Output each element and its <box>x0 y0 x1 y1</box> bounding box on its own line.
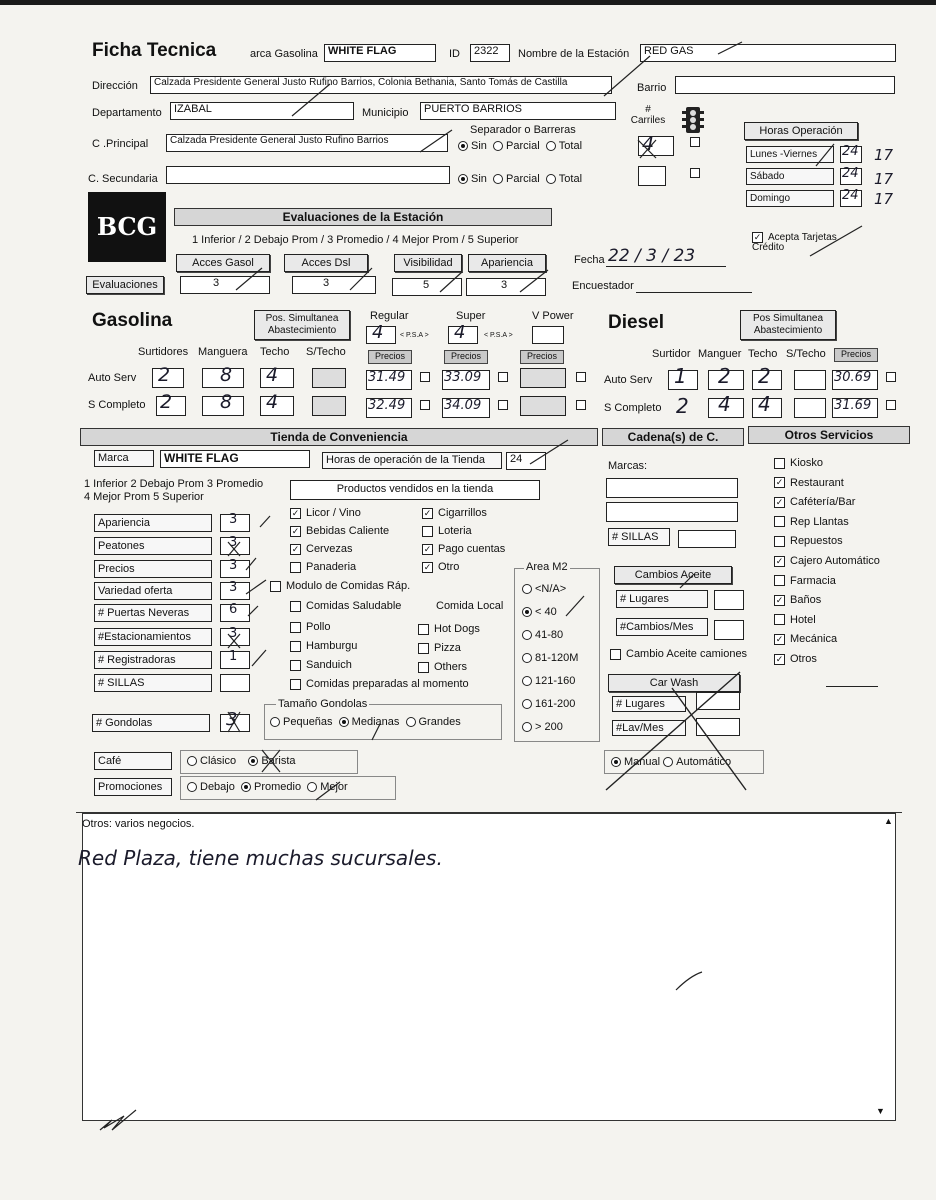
gas-precios-super-header: Precios <box>444 350 488 364</box>
eval-acces-gasol-field[interactable]: 3 <box>180 276 270 294</box>
metric-value: 3 <box>229 512 238 527</box>
evaluaciones-button[interactable]: Evaluaciones <box>86 276 164 294</box>
horas-sabado-note: 17 <box>874 170 894 188</box>
area-option-label: 161-200 <box>535 698 576 710</box>
promo-promedio-label: Promedio <box>253 781 302 793</box>
separador-label: Separador o Barreras <box>470 124 576 136</box>
tamano-pequenas-label: Pequeñas <box>283 716 333 728</box>
notes-label: Otros: varios negocios. <box>82 818 195 830</box>
tamano-label: Tamaño Gondolas <box>278 698 368 710</box>
cambios-aceite-button[interactable]: Cambios Aceite <box>614 566 732 584</box>
producto-label: Otro <box>438 561 460 573</box>
sep1-parcial-label: Parcial <box>506 140 540 152</box>
metric-label: #Estacionamientos <box>94 628 212 646</box>
gas-auto-label: Auto Serv <box>88 372 137 384</box>
servicio-label: Hotel <box>790 613 816 626</box>
tarjetas-label: Acepta Tarjetas Crédito <box>752 232 837 254</box>
metric-value: 1 <box>229 649 238 664</box>
horas-lunes-note: 17 <box>874 146 894 164</box>
gasolina-pos-sim-button[interactable]: Pos. Simultanea Abastecimiento <box>254 310 350 340</box>
area-label: Area M2 <box>526 561 568 573</box>
servicio-label: Otros <box>790 652 817 665</box>
cafe-clasico-label: Clásico <box>200 755 237 767</box>
tienda-horas-field[interactable]: 24 <box>506 452 546 470</box>
producto-label: Loteria <box>438 525 472 537</box>
metric-value: 3 <box>229 558 238 573</box>
metric-label: # Registradoras <box>94 651 212 669</box>
servicio-label: Mecánica <box>790 633 838 646</box>
psa-super: < P.S.A > <box>484 332 513 339</box>
horas-domingo-value: 24 <box>842 188 859 203</box>
dsl-auto-surtidor-value: 1 <box>674 364 687 388</box>
metric-value: 3 <box>229 580 238 595</box>
comida-label: Others <box>434 661 468 673</box>
servicio-label: Cafétería/Bar <box>790 496 856 509</box>
servicio-label: Baños <box>790 594 822 607</box>
metric-label: # SILLAS <box>94 674 212 692</box>
regular-pos-value: 4 <box>372 322 384 343</box>
area-option-label: < 40 <box>535 606 557 618</box>
servicio-checkbox[interactable]: ✓ <box>775 633 784 644</box>
metric-label: Precios <box>94 560 212 578</box>
eval-acces-dsl-field[interactable]: 3 <box>292 276 376 294</box>
dsl-completo-surtidor-value: 2 <box>676 394 689 418</box>
gas-auto-techo-value: 4 <box>266 364 279 386</box>
eval-apariencia-field[interactable]: 3 <box>466 278 546 296</box>
cadena-title: Cadena(s) de C. <box>602 428 744 446</box>
dsl-col-surtidor: Surtidor <box>652 348 691 360</box>
barrio-label: Barrio <box>637 82 667 94</box>
producto-label: Cervezas <box>306 543 353 555</box>
sep2-sin-label: Sin <box>471 173 487 185</box>
cambios-lugares-label: # Lugares <box>616 590 708 608</box>
producto-checkbox[interactable]: ✓ <box>291 525 300 536</box>
marca-field[interactable]: WHITE FLAG <box>324 44 436 62</box>
direccion-field[interactable]: Calzada Presidente General Justo Rufino Barrios, Colonia Bethania, Santo Tomás de Castilla <box>150 76 612 94</box>
producto-checkbox[interactable]: ✓ <box>423 507 432 518</box>
direccion-label: Dirección <box>92 80 138 92</box>
comida-local-label: Comida Local <box>436 600 504 612</box>
producto-label: Cigarrillos <box>438 507 487 519</box>
horas-operacion-button[interactable]: Horas Operación <box>744 122 858 140</box>
productos-title: Productos vendidos en la tienda <box>290 480 540 500</box>
saludable-label: Comidas Saludable <box>306 600 402 612</box>
estacion-field[interactable]: RED GAS <box>640 44 896 62</box>
producto-checkbox[interactable]: ✓ <box>291 543 300 554</box>
id-field[interactable]: 2322 <box>470 44 510 62</box>
psa-regular: < P.S.A > <box>400 332 429 339</box>
gas-completo-surtidores-value: 2 <box>160 391 173 413</box>
cadena-sillas-label: # SILLAS <box>608 528 670 546</box>
scroll-up-icon[interactable]: ▲ <box>884 816 893 826</box>
departamento-field[interactable]: IZABAL <box>170 102 354 120</box>
tienda-scale-line1: 1 Inferior 2 Debajo Prom 3 Promedio <box>84 478 264 490</box>
producto-label: Panaderia <box>306 561 357 573</box>
area-option-label: 41-80 <box>535 629 564 641</box>
comida-label: Sanduich <box>306 659 352 671</box>
tienda-scale-line2: 4 Mejor Prom 5 Superior <box>84 491 204 503</box>
servicio-label: Repuestos <box>790 535 843 548</box>
dsl-col-precios: Precios <box>834 348 878 362</box>
servicio-label: Restaurant <box>790 476 844 489</box>
cw-lavmes-label: #Lav/Mes <box>612 720 686 736</box>
dsl-col-stecho: S/Techo <box>786 348 826 360</box>
horas-sabado-value: 24 <box>842 166 859 181</box>
sep1-total-label: Total <box>558 140 583 152</box>
eval-acces-gasol-button[interactable]: Acces Gasol <box>176 254 270 272</box>
notes-handwritten: Red Plaza, tiene muchas sucursales. <box>78 846 443 870</box>
evaluaciones-title: Evaluaciones de la Estación <box>174 208 552 226</box>
encuestador-label: Encuestador <box>572 280 634 292</box>
area-option-label: <N/A> <box>535 583 567 595</box>
bcg-logo: BCG <box>88 192 166 262</box>
cw-lugares-label: # Lugares <box>612 696 686 712</box>
comida-label: Hot Dogs <box>434 623 480 635</box>
gas-col-techo: Techo <box>260 346 290 358</box>
producto-label: Bebidas Caliente <box>306 525 390 537</box>
gas-completo-super-price: 34.09 <box>444 398 482 413</box>
scroll-down-icon[interactable]: ▼ <box>876 1106 885 1116</box>
area-option-label: 81-120M <box>535 652 579 664</box>
cambios-mes-label: #Cambios/Mes <box>616 618 708 636</box>
gas-completo-manguera-value: 8 <box>220 391 233 413</box>
fecha-value: 22 / 3 / 23 <box>608 246 696 266</box>
servicio-label: Kiosko <box>790 457 824 469</box>
vpower-label: V Power <box>532 310 574 322</box>
tamano-grandes-label: Grandes <box>418 716 461 728</box>
gas-precios-vpower-header: Precios <box>520 350 564 364</box>
area-option-label: > 200 <box>535 721 563 733</box>
horas-lunes-value: 24 <box>842 144 859 159</box>
promo-mejor-label: Mejor <box>320 781 348 793</box>
sep2-parcial-label: Parcial <box>506 173 540 185</box>
dsl-col-manguer: Manguer <box>698 348 742 360</box>
car-wash-button[interactable]: Car Wash <box>608 674 740 692</box>
dsl-auto-label: Auto Serv <box>604 374 653 386</box>
gas-col-stecho: S/Techo <box>306 346 346 358</box>
preparadas-label: Comidas preparadas al momento <box>306 678 469 690</box>
camiones-label: Cambio Aceite camiones <box>626 648 748 660</box>
carriles-value: 4 <box>642 133 655 155</box>
modulo-label: Modulo de Comidas Ráp. <box>286 580 411 592</box>
cw-manual-label: Manual <box>624 756 661 768</box>
promo-debajo-label: Debajo <box>200 781 235 793</box>
dsl-completo-precio: 31.69 <box>834 398 872 413</box>
regular-label: Regular <box>370 310 409 322</box>
marca-label: arca Gasolina <box>250 48 318 60</box>
gas-auto-surtidores-value: 2 <box>158 364 171 386</box>
gas-auto-manguera-value: 8 <box>220 364 233 386</box>
municipio-label: Municipio <box>362 107 409 119</box>
gasolina-title: Gasolina <box>92 310 173 331</box>
diesel-title: Diesel <box>608 312 664 333</box>
dsl-auto-techo-value: 2 <box>758 364 771 388</box>
metric-label: Peatones <box>94 537 212 555</box>
gas-col-surtidores: Surtidores <box>138 346 189 358</box>
eval-apariencia-button[interactable]: Apariencia <box>468 254 546 272</box>
page-title: Ficha Tecnica <box>92 40 217 61</box>
eval-visibilidad-field[interactable]: 5 <box>392 278 462 296</box>
id-label: ID <box>449 48 460 60</box>
promociones-label: Promociones <box>94 778 172 796</box>
departamento-label: Departamento <box>92 107 162 119</box>
servicio-label: Rep Llantas <box>790 515 849 528</box>
cafe-barista-label: Barista <box>261 755 296 767</box>
producto-label: Pago cuentas <box>438 543 506 555</box>
servicio-label: Farmacia <box>790 574 836 587</box>
diesel-pos-sim-button[interactable]: Pos Simultanea Abastecimiento <box>740 310 836 340</box>
horas-lunes-label: Lunes -Viernes <box>746 146 834 163</box>
marcas-label: Marcas: <box>608 460 648 472</box>
tienda-marca-field[interactable]: WHITE FLAG <box>160 450 310 468</box>
cprincipal-label: C .Principal <box>92 138 149 150</box>
gas-auto-super-price: 33.09 <box>444 370 482 385</box>
super-pos-value: 4 <box>454 322 466 343</box>
gas-completo-label: S Completo <box>88 399 146 411</box>
area-option-label: 121-160 <box>535 675 576 687</box>
tienda-title: Tienda de Conveniencia <box>80 428 598 446</box>
municipio-field[interactable]: PUERTO BARRIOS <box>420 102 616 120</box>
dsl-auto-precio: 30.69 <box>834 370 872 385</box>
cafe-label: Café <box>94 752 172 770</box>
comida-label: Hamburgu <box>306 640 358 652</box>
cw-auto-label: Automático <box>676 756 732 768</box>
servicio-checkbox[interactable]: ✓ <box>775 496 784 507</box>
metric-label: Apariencia <box>94 514 212 532</box>
servicio-checkbox[interactable]: ✓ <box>775 477 784 488</box>
gas-col-manguera: Manguera <box>198 346 248 358</box>
fecha-label: Fecha <box>574 254 605 266</box>
servicio-checkbox[interactable]: ✓ <box>775 653 784 664</box>
servicio-checkbox[interactable]: ✓ <box>775 555 784 566</box>
tarjetas-checkbox[interactable]: ✓ <box>753 232 762 242</box>
tienda-horas-label: Horas de operación de la Tienda <box>322 452 502 469</box>
tamano-medianas-label: Medianas <box>351 716 400 728</box>
gas-completo-techo-value: 4 <box>266 391 279 413</box>
producto-checkbox[interactable]: ✓ <box>291 507 300 518</box>
carriles-label: # Carriles <box>630 104 666 126</box>
super-label: Super <box>456 310 486 322</box>
csecundaria-label: C. Secundaria <box>88 173 158 185</box>
comida-label: Pizza <box>434 642 461 654</box>
sep1-sin-label: Sin <box>471 140 487 152</box>
evaluaciones-scale: 1 Inferior / 2 Debajo Prom / 3 Promedio / 4 Mejor Prom / 5 Superior <box>192 234 519 246</box>
estacion-label: Nombre de la Estación <box>518 48 630 60</box>
metric-label: # Puertas Neveras <box>94 604 212 622</box>
gas-precios-regular-header: Precios <box>368 350 412 364</box>
metric-value: 3 <box>229 626 238 641</box>
otros-servicios-title: Otros Servicios <box>748 426 910 444</box>
dsl-completo-manguera-value: 4 <box>718 392 731 416</box>
metric-value: 3 <box>229 535 238 550</box>
tienda-marca-label: Marca <box>94 450 154 467</box>
gas-completo-regular-price: 32.49 <box>368 398 406 413</box>
producto-checkbox[interactable]: ✓ <box>423 561 432 572</box>
servicio-checkbox[interactable]: ✓ <box>775 594 784 605</box>
producto-checkbox[interactable]: ✓ <box>423 543 432 554</box>
gondolas-label: # Gondolas <box>92 714 210 732</box>
horas-sabado-label: Sábado <box>746 168 834 185</box>
eval-visibilidad-button[interactable]: Visibilidad <box>394 254 462 272</box>
producto-label: Licor / Vino <box>306 507 361 519</box>
horas-domingo-label: Domingo <box>746 190 834 207</box>
horas-domingo-note: 17 <box>874 190 894 208</box>
cprincipal-field[interactable]: Calzada Presidente General Justo Rufino Barrios <box>166 134 448 152</box>
metric-value: 6 <box>229 602 238 617</box>
eval-acces-dsl-button[interactable]: Acces Dsl <box>284 254 368 272</box>
gas-auto-regular-price: 31.49 <box>368 370 406 385</box>
dsl-completo-label: S Completo <box>604 402 662 414</box>
gondolas-value: 3 <box>226 709 238 730</box>
dsl-col-techo: Techo <box>748 348 778 360</box>
sep2-total-label: Total <box>558 173 583 185</box>
dsl-completo-techo-value: 4 <box>758 392 771 416</box>
metric-label: Variedad oferta <box>94 582 212 600</box>
servicio-label: Cajero Automático <box>790 554 880 567</box>
dsl-auto-manguera-value: 2 <box>718 364 731 388</box>
comida-label: Pollo <box>306 621 331 633</box>
